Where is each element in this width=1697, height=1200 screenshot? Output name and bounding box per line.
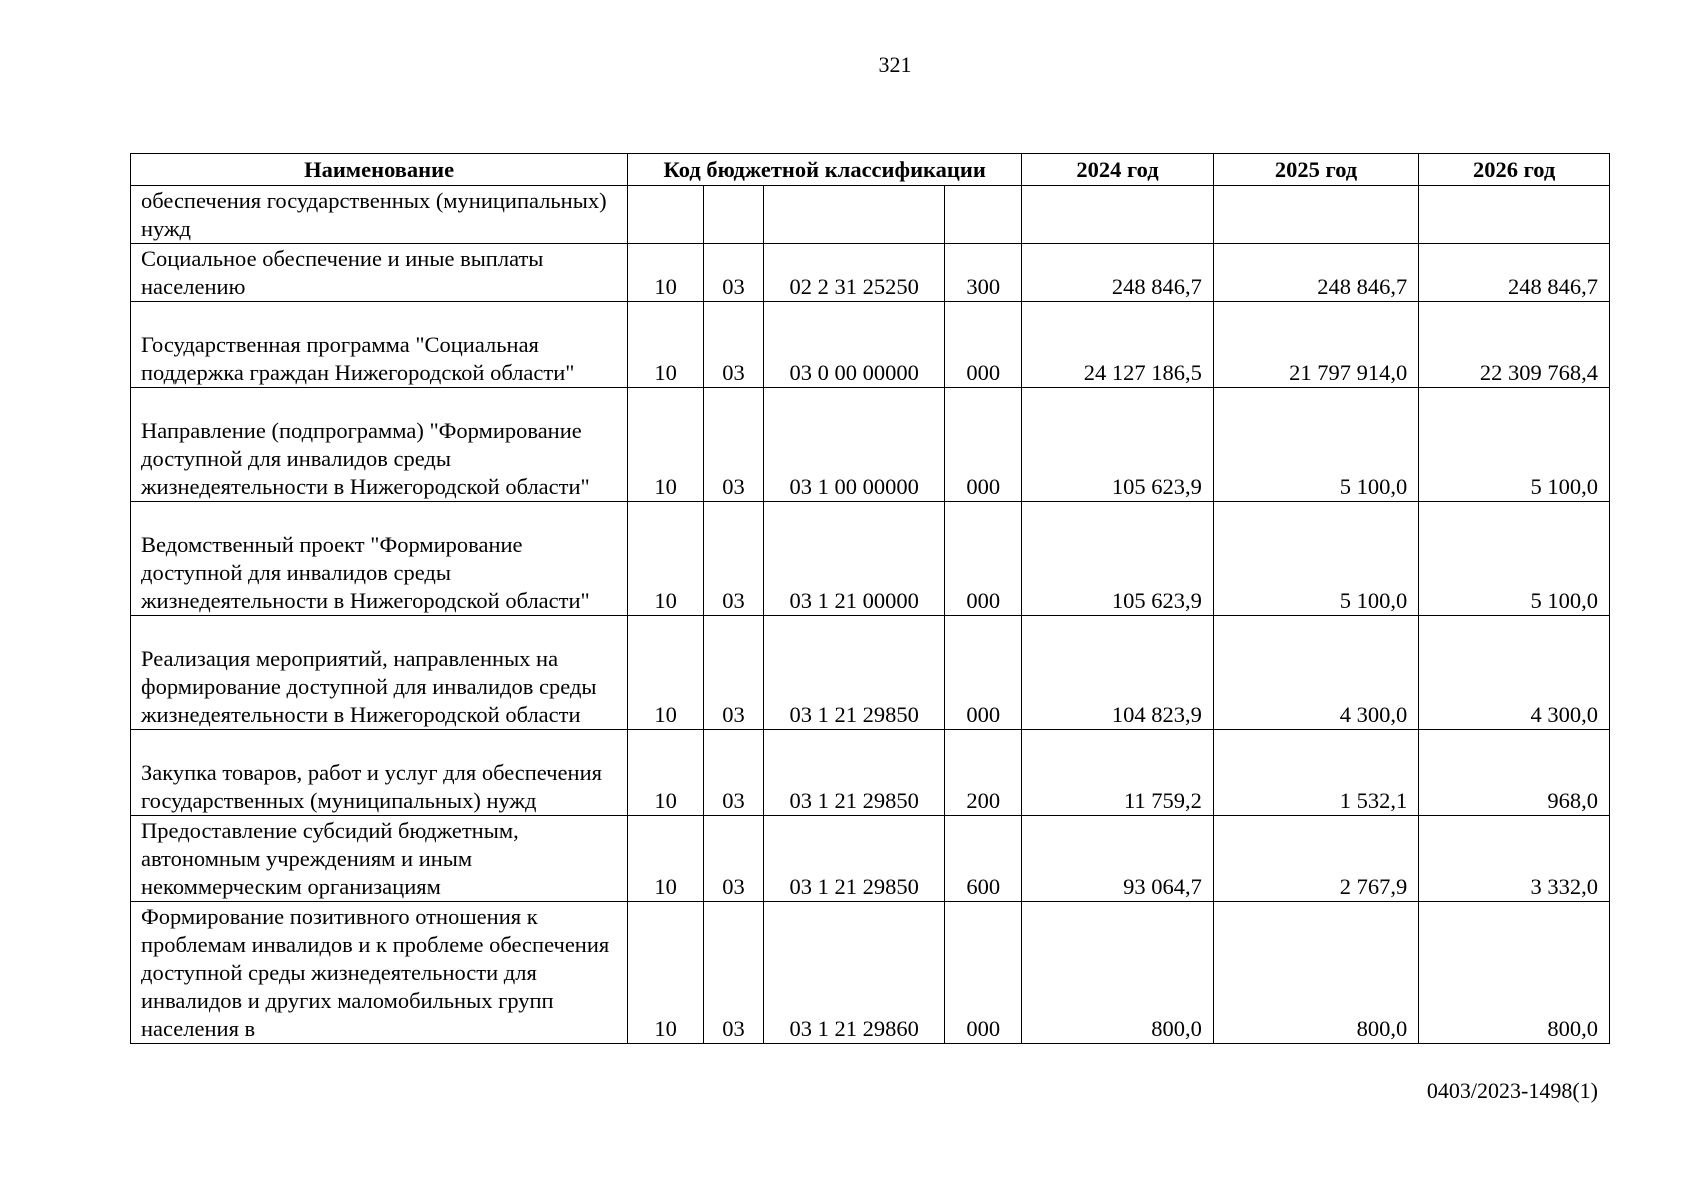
table-row (131, 302, 1610, 388)
table-row (131, 244, 1610, 302)
code-target: 03 1 21 29850 (764, 730, 945, 816)
code-subsection: 03 (704, 388, 764, 502)
value-2024: 800,0 (1022, 902, 1214, 1044)
header-2024: 2024 год (1022, 154, 1214, 186)
value-2024: 105 623,9 (1022, 388, 1214, 502)
value-2026: 3 332,0 (1419, 816, 1610, 902)
value-2025: 5 100,0 (1213, 502, 1418, 616)
code-section: 10 (628, 502, 704, 616)
row-name: Реализация мероприятий, направленных на формирование доступной для инвалидов среды жизнедеятельности в Нижегородской области (131, 616, 628, 730)
value-2026 (1419, 186, 1610, 244)
code-expense-type: 600 (945, 816, 1022, 902)
code-expense-type: 000 (945, 616, 1022, 730)
header-name: Наименование (131, 154, 628, 186)
code-subsection: 03 (704, 902, 764, 1044)
table-row (131, 816, 1610, 902)
code-expense-type: 000 (945, 388, 1022, 502)
row-name: Государственная программа "Социальная поддержка граждан Нижегородской области" (131, 302, 628, 388)
table-row (131, 616, 1610, 730)
code-expense-type: 000 (945, 302, 1022, 388)
code-target: 03 1 21 29860 (764, 902, 945, 1044)
code-subsection: 03 (704, 502, 764, 616)
row-name: Формирование позитивного отношения к проблемам инвалидов и к проблеме обеспечения доступной среды жизнедеятельности для инвалидов и других маломобильных групп населения в (131, 902, 628, 1044)
value-2026: 4 300,0 (1419, 616, 1610, 730)
value-2025 (1213, 186, 1418, 244)
code-section: 10 (628, 816, 704, 902)
row-name: Направление (подпрограмма) "Формирование доступной для инвалидов среды жизнедеятельности в Нижегородской области" (131, 388, 628, 502)
row-name: Закупка товаров, работ и услуг для обеспечения государственных (муниципальных) нужд (131, 730, 628, 816)
value-2025: 800,0 (1213, 902, 1418, 1044)
table-row (131, 502, 1610, 616)
table-row (131, 902, 1610, 1044)
value-2026: 968,0 (1419, 730, 1610, 816)
code-section: 10 (628, 388, 704, 502)
value-2025: 4 300,0 (1213, 616, 1418, 730)
code-target: 03 1 21 29850 (764, 816, 945, 902)
code-section (628, 186, 704, 244)
code-expense-type (945, 186, 1022, 244)
code-subsection: 03 (704, 730, 764, 816)
value-2026: 5 100,0 (1419, 502, 1610, 616)
value-2026: 22 309 768,4 (1419, 302, 1610, 388)
value-2025: 248 846,7 (1213, 244, 1418, 302)
code-section: 10 (628, 302, 704, 388)
value-2025: 2 767,9 (1213, 816, 1418, 902)
code-section: 10 (628, 902, 704, 1044)
value-2025: 21 797 914,0 (1213, 302, 1418, 388)
table-row (131, 186, 1610, 244)
row-name: Социальное обеспечение и иные выплаты населению (131, 244, 628, 302)
row-name: Предоставление субсидий бюджетным, автономным учреждениям и иным некоммерческим организациям (131, 816, 628, 902)
value-2025: 5 100,0 (1213, 388, 1418, 502)
code-target (764, 186, 945, 244)
code-target: 03 0 00 00000 (764, 302, 945, 388)
code-expense-type: 000 (945, 902, 1022, 1044)
value-2026: 800,0 (1419, 902, 1610, 1044)
header-2026: 2026 год (1419, 154, 1610, 186)
row-name: Ведомственный проект "Формирование доступной для инвалидов среды жизнедеятельности в Нижегородской области" (131, 502, 628, 616)
table-header-row (131, 154, 1610, 186)
code-subsection (704, 186, 764, 244)
header-2025: 2025 год (1213, 154, 1418, 186)
code-subsection: 03 (704, 302, 764, 388)
code-target: 03 1 21 00000 (764, 502, 945, 616)
header-code: Код бюджетной классификации (628, 154, 1022, 186)
code-subsection: 03 (704, 816, 764, 902)
code-section: 10 (628, 244, 704, 302)
code-target: 03 1 00 00000 (764, 388, 945, 502)
code-section: 10 (628, 730, 704, 816)
row-name: обеспечения государственных (муниципальных) нужд (131, 186, 628, 244)
value-2024: 248 846,7 (1022, 244, 1214, 302)
value-2024: 104 823,9 (1022, 616, 1214, 730)
page-number: 321 (878, 52, 912, 77)
code-expense-type: 300 (945, 244, 1022, 302)
value-2026: 5 100,0 (1419, 388, 1610, 502)
value-2026: 248 846,7 (1419, 244, 1610, 302)
value-2024: 105 623,9 (1022, 502, 1214, 616)
value-2024: 11 759,2 (1022, 730, 1214, 816)
code-subsection: 03 (704, 616, 764, 730)
document-code: 0403/2023-1498(1) (1426, 1078, 1598, 1103)
code-expense-type: 200 (945, 730, 1022, 816)
code-section: 10 (628, 616, 704, 730)
budget-table (130, 153, 1610, 1044)
value-2024: 93 064,7 (1022, 816, 1214, 902)
value-2024 (1022, 186, 1214, 244)
code-subsection: 03 (704, 244, 764, 302)
code-target: 02 2 31 25250 (764, 244, 945, 302)
table-row (131, 388, 1610, 502)
code-expense-type: 000 (945, 502, 1022, 616)
value-2025: 1 532,1 (1213, 730, 1418, 816)
table-row (131, 730, 1610, 816)
value-2024: 24 127 186,5 (1022, 302, 1214, 388)
code-target: 03 1 21 29850 (764, 616, 945, 730)
